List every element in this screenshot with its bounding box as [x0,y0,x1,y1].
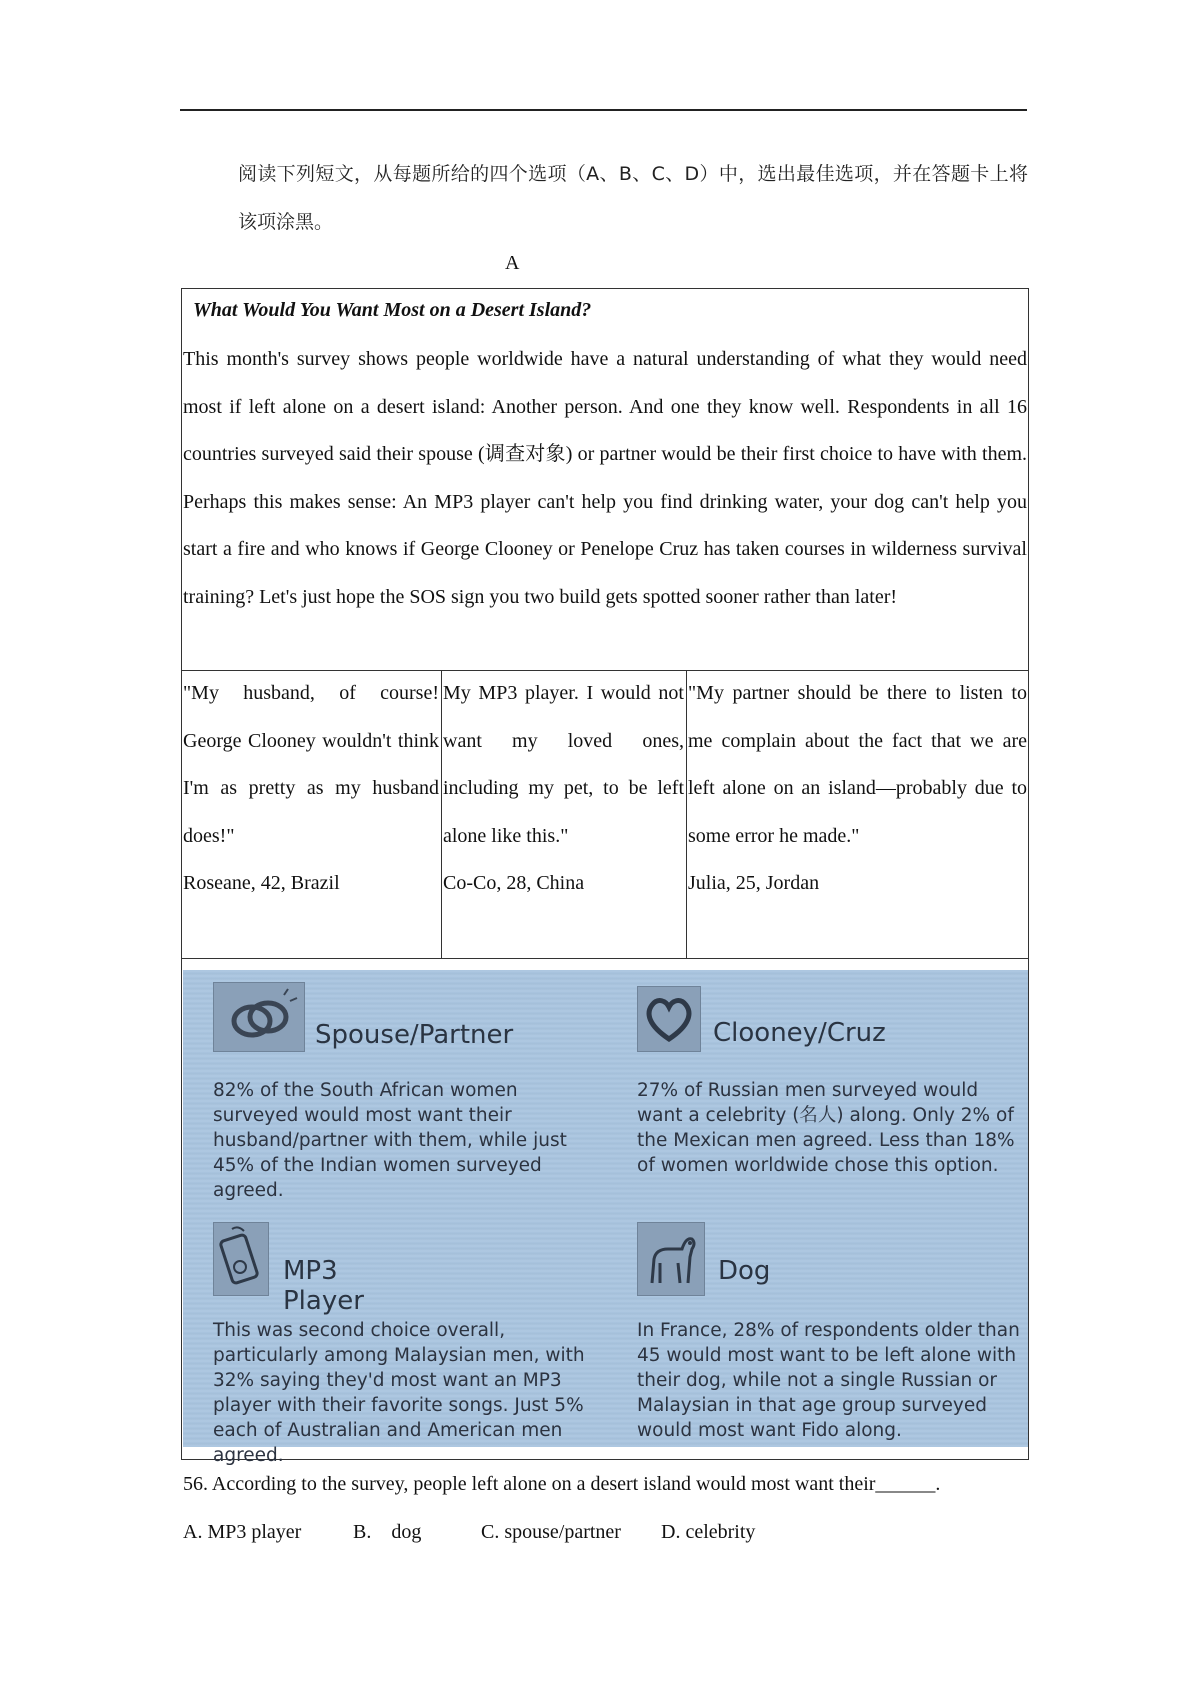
quote-text: "My partner should be there to listen to me complain about the fact that we are left alone on an island—probably due to some error he made." [688,682,1027,847]
info-heading: Dog [718,1256,771,1286]
article-title: What Would You Want Most on a Desert Island? [193,299,592,321]
quote-author: Roseane, 42, Brazil [183,872,340,894]
quote-author: Julia, 25, Jordan [688,872,820,894]
info-heading: Clooney/Cruz [713,1018,886,1048]
survey-infographic [183,970,1028,1466]
info-text: 27% of Russian men surveyed would want a celebrity (名人) along. Only 2% of the Mexican men agreed. Less than 18% of women worldwide chose this option. [637,1080,1015,1176]
quote-cell [183,670,439,908]
info-heading: MP3 Player [283,1256,364,1316]
quote-author: Co-Co, 28, China [443,872,585,894]
section-letter: A [505,252,520,274]
heart-icon [637,986,701,1052]
mp3-player-icon [213,1222,269,1296]
option-a[interactable]: A. MP3 player [183,1521,302,1543]
quote-text: My MP3 player. I would not want my loved ones, including my pet, to be left alone like this." [443,682,684,847]
quote-cell [688,670,1027,908]
table-divider-bottom [181,958,1029,959]
header-rule [180,109,1027,111]
quote-cell [443,670,684,908]
instructions: 阅读下列短文，从每题所给的四个选项（A、B、C、D）中，选出最佳选项，并在答题卡上将该项涂黑。 [238,163,1028,233]
info-heading: Spouse/Partner [315,1020,514,1050]
answer-options [183,1521,755,1544]
option-c[interactable]: C. spouse/partner [481,1521,621,1543]
table-column-divider [441,670,442,958]
article-body: This month's survey shows people worldwide have a natural understanding of what they would need most if left alone on a desert island: Another person. And one they know well. Respondents in all 16 countries surveyed said their spouse (调查对象) or partner would be their first choice to have with them. Perhaps this makes sense: An MP3 player can't help you find drinking water, your dog can't help you start a fire and who knows if George Clooney or Penelope Cruz has taken courses in wilderness survival training? Let's just hope the SOS sign you two build gets spotted sooner rather than later! [183,348,1027,608]
table-column-divider [686,670,687,958]
rings-icon [213,982,305,1052]
dog-icon [637,1222,705,1296]
quote-text: "My husband, of course! George Clooney wouldn't think I'm as pretty as my husband does!" [183,682,439,847]
info-text: 82% of the South African women surveyed would most want their husband/partner with them, while just 45% of the Indian women surveyed agreed. [213,1080,567,1201]
info-text: In France, 28% of respondents older than 45 would most want to be left alone with their dog, while not a single Russian or Malaysian in that age group surveyed would most want Fido along. [637,1320,1020,1441]
option-d[interactable]: D. celebrity [661,1521,756,1543]
info-text: This was second choice overall, particularly among Malaysian men, with 32% saying they'd most want an MP3 player with their favorite songs. Just 5% each of Australian and American men agreed. [213,1320,585,1466]
question-stem: 56. According to the survey, people left alone on a desert island would most want their______. [183,1473,941,1495]
option-b[interactable]: B. dog [353,1521,422,1543]
